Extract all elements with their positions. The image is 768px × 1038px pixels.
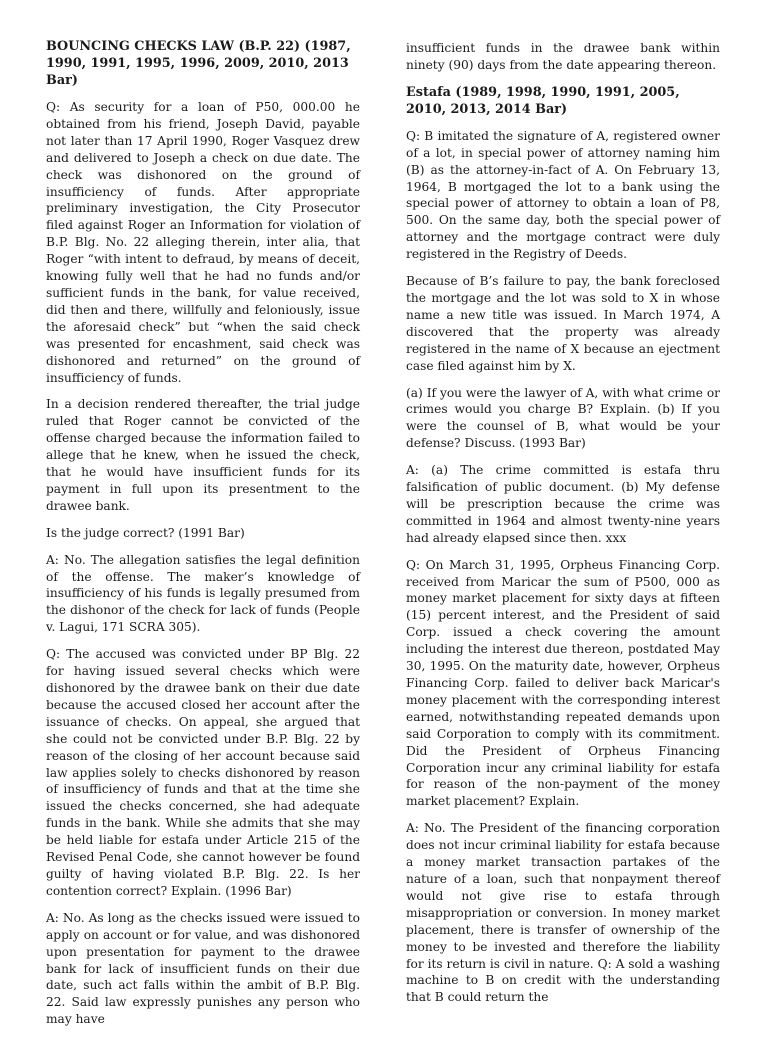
continuation-paragraph: insufficient funds in the drawee bank within ninety (90) days from the date appearing thereon. [406, 41, 720, 72]
paragraph: Q: The accused was convicted under BP Blg. 22 for having issued several checks which were dishonored by the drawee bank on their due date because the accused closed her account after the issuance of checks. On appeal, she argued that she could not be convicted under B.P. Blg. 22 by reason of the closing of her account because said law applies solely to checks dishonored by reason of insufficiency of funds and that at the time she issued the checks concerned, she had adequate funds in the bank. While she admits that she may be held liable for estafa under Article 215 of the Revised Penal Code, she cannot however be found guilty of having violated B.P. Blg. 22. Is her contention correct? Explain. (1996 Bar) [46, 647, 360, 898]
right-column [406, 40, 720, 1016]
paragraph: A: No. As long as the checks issued were issued to apply on account or for value, and was dishonored upon presentation for payment to the drawee bank for lack of insufficient funds on their due date, such act falls within the ambit of B.P. Blg. 22. Said law expressly punishes any person who may have [46, 910, 360, 1027]
paragraph: In a decision rendered thereafter, the trial judge ruled that Roger cannot be convicted of the offense charged because the information failed to allege that he knew, when he issued the check, that he would have insufficient funds for its payment in full upon its presentment to the drawee bank. [46, 397, 360, 513]
paragraph: Q: As security for a loan of P50, 000.00 he obtained from his friend, Joseph David, payable not later than 17 April 1990, Roger Vasquez drew and delivered to Joseph a check on due date. The check was dishonored on the ground of insufficiency of funds. After appropriate preliminary investigation, the City Prosecutor filed against Roger an Information for violation of B.P. Blg. No. 22 alleging therein, inter alia, that Roger “with intent to defraud, by means of deceit, knowing fully well that he had no funds and/or sufficient funds in the bank, for value received, did then and there, willfully and feloniously, issue the aforesaid check” but “when the said check was presented for encashment, said check was dishonored and returned” on the ground of insufficiency of funds. [46, 100, 360, 385]
paragraph: A: No. The allegation satisfies the legal definition of the offense. The maker’s knowledge of insufficiency of his funds is legally presumed from the dishonor of the check for lack of funds (People v. Lagui, 171 SCRA 305). [46, 552, 360, 635]
section-heading-estafa: Estafa (1989, 1998, 1990, 1991, 2005, 2010, 2013, 2014 Bar) [406, 84, 680, 117]
paragraph: (a) If you were the lawyer of A, with what crime or crimes would you charge B? Explain. (b) If you were the counsel of B, what would be your defense? Discuss. (1993 Bar) [406, 385, 720, 451]
left-column [46, 38, 360, 1038]
paragraph: Q: On March 31, 1995, Orpheus Financing Corp. received from Maricar the sum of P500, 000 as money market placement for sixty days at fifteen (15) percent interest, and the President of said Corp. issued a check covering the amount including the interest due thereon, postdated May 30, 1995. On the maturity date, however, Orpheus Financing Corp. failed to deliver back Maricar's money placement with the corresponding interest earned, notwithstanding repeated demands upon said Corporation to comply with its commitment. Did the President of Orpheus Financing Corporation incur any criminal liability for estafa for reason of the non-payment of the money market placement? Explain. [406, 557, 720, 809]
paragraph: Q: B imitated the signature of A, registered owner of a lot, in special power of attorney naming him (B) as the attorney-in-fact of A. On February 13, 1964, B mortgaged the lot to a bank using the special power of attorney to obtain a loan of P8, 500. On the same day, both the special power of attorney and the mortgage contract were duly registered in the Registry of Deeds. [406, 128, 720, 262]
paragraph: Because of B’s failure to pay, the bank foreclosed the mortgage and the lot was sold to X in whose name a new title was issued. In March 1974, A discovered that the property was already registered in the name of X because an ejectment case filed against him by X. [406, 274, 720, 373]
paragraph: Is the judge correct? (1991 Bar) [46, 525, 245, 540]
section-heading-bouncing-checks: BOUNCING CHECKS LAW (B.P. 22) (1987, 1990, 1991, 1995, 1996, 2009, 2010, 2013 Bar) [46, 39, 351, 88]
paragraph: A: (a) The crime committed is estafa thru falsification of public document. (b) My defense will be prescription because the crime was committed in 1964 and almost twenty-nine years had already elapsed since then. xxx [406, 463, 720, 545]
paragraph: A: No. The President of the financing corporation does not incur criminal liability for estafa because a money market transaction partakes of the nature of a loan, such that nonpayment thereof would not give rise to estafa through misappropriation or conversion. In money market placement, there is transfer of ownership of the money to be invested and therefore the liability for its return is civil in nature. Q: A sold a washing machine to B on credit with the understanding that B could return the [406, 821, 720, 1005]
